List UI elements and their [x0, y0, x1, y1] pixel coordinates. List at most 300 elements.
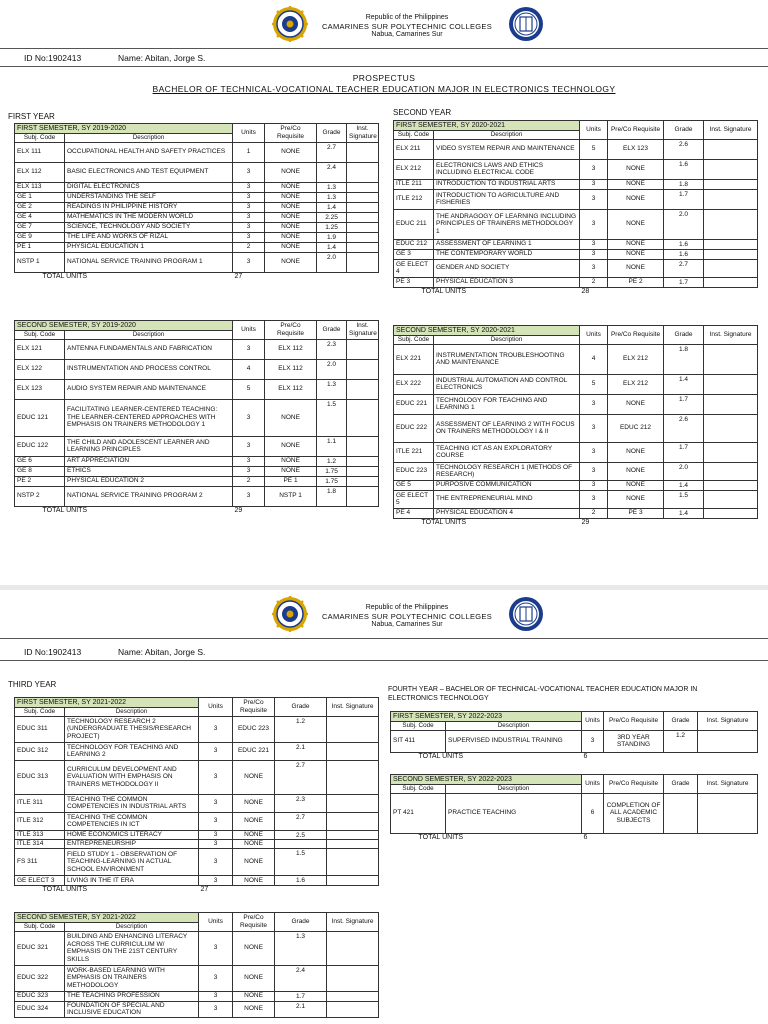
empty-cell — [317, 506, 347, 514]
prerequisite-header: Pre/Co Requisite — [604, 712, 664, 731]
republic-text: Republic of the Philippines — [365, 14, 449, 21]
semester-header-row — [394, 121, 758, 131]
course-description: ASSESSMENT OF LEARNING 2 WITH FOCUS ON TRAINERS METHODOLOGY I & II — [434, 414, 580, 442]
course-description: NATIONAL SERVICE TRAINING PROGRAM 2 — [65, 486, 233, 506]
course-units: 6 — [582, 793, 604, 833]
subject-code: ITLE 221 — [394, 442, 434, 462]
course-description: PHYSICAL EDUCATION 2 — [65, 476, 233, 486]
empty-cell — [664, 518, 704, 526]
instructor-signature — [347, 486, 379, 506]
course-description: CURRICULUM DEVELOPMENT AND EVALUATION WITH EMPHASIS ON TRAINERS METHODOLOGY II — [65, 760, 199, 794]
instructor-signature — [704, 209, 758, 239]
course-units: 3 — [199, 742, 233, 760]
empty-cell — [347, 272, 379, 280]
prospectus-page-2 — [0, 590, 768, 1024]
course-description: ENTREPRENEURSHIP — [65, 840, 199, 849]
subject-code: GE 9 — [15, 232, 65, 242]
empty-cell — [664, 287, 704, 295]
subject-code: NSTP 2 — [15, 486, 65, 506]
course-description: INSTRUMENTATION AND PROCESS CONTROL — [65, 359, 233, 379]
subject-code: ITLE 212 — [394, 189, 434, 209]
semester-header-row — [391, 775, 758, 785]
course-grade: 2.7 — [275, 760, 327, 794]
course-row — [394, 209, 758, 239]
course-row — [15, 232, 379, 242]
prerequisite-header: Pre/Co Requisite — [233, 698, 275, 717]
student-name: Name: Abitan, Jorge S. — [118, 647, 206, 657]
second-year-second-semester-table — [393, 325, 758, 526]
instructor-signature — [327, 931, 379, 965]
instructor-signature — [347, 436, 379, 456]
course-row — [15, 466, 379, 476]
course-prerequisite: NSTP 1 — [265, 486, 317, 506]
course-prerequisite: NONE — [608, 462, 664, 480]
third-year-label: THIRD YEAR — [8, 680, 57, 689]
subject-code: FS 311 — [15, 849, 65, 876]
course-units: 3 — [233, 252, 265, 272]
units-header: Units — [580, 121, 608, 140]
course-grade: 2.4 — [317, 162, 347, 182]
course-units: 3 — [580, 249, 608, 259]
empty-cell — [704, 518, 758, 526]
course-grade: 2.7 — [275, 812, 327, 830]
course-grade: 1.4 — [664, 480, 704, 490]
course-grade: 1.25 — [317, 222, 347, 232]
course-row — [15, 794, 379, 812]
course-row — [394, 480, 758, 490]
course-units: 3 — [199, 760, 233, 794]
instructor-signature — [347, 466, 379, 476]
subject-code: PE 1 — [15, 242, 65, 252]
course-units: 3 — [199, 931, 233, 965]
course-description: INTRODUCTION TO INDUSTRIAL ARTS — [434, 179, 580, 189]
instructor-signature — [347, 192, 379, 202]
course-row — [394, 259, 758, 277]
instructor-signature — [347, 232, 379, 242]
empty-cell — [664, 833, 698, 841]
course-units: 4 — [233, 359, 265, 379]
total-units-label: TOTAL UNITS — [421, 518, 467, 526]
course-units: 3 — [580, 414, 608, 442]
course-row — [391, 730, 758, 752]
signature-header: Inst. Signature — [698, 775, 758, 794]
course-grade: 1.1 — [317, 436, 347, 456]
signature-header: Inst. Signature — [698, 712, 758, 731]
grade-header: Grade — [664, 775, 698, 794]
subject-code: ELX 221 — [394, 344, 434, 374]
course-units: 3 — [199, 965, 233, 991]
course-description: OCCUPATIONAL HEALTH AND SAFETY PRACTICES — [65, 142, 233, 162]
fourth-year-second-semester-table — [390, 774, 758, 841]
course-row — [394, 442, 758, 462]
instructor-signature — [704, 394, 758, 414]
instructor-signature — [704, 239, 758, 249]
course-grade: 1.5 — [275, 849, 327, 876]
course-grade: 1.4 — [317, 202, 347, 212]
total-units-label: TOTAL UNITS — [421, 287, 467, 295]
cspc-gear-seal-icon — [272, 596, 308, 632]
description-header: Description — [446, 722, 582, 731]
course-grade — [275, 840, 327, 849]
description-header: Description — [65, 923, 199, 932]
course-grade: 1.75 — [317, 466, 347, 476]
total-units-value: 27 — [234, 272, 243, 280]
instructor-signature — [704, 490, 758, 508]
units-header: Units — [582, 712, 604, 731]
course-prerequisite: ELX 112 — [265, 379, 317, 399]
semester-header-row — [15, 124, 379, 134]
subject-code-header: Subj. Code — [15, 708, 65, 717]
course-prerequisite: NONE — [265, 212, 317, 222]
course-description: THE TEACHING PROFESSION — [65, 991, 199, 1001]
instructor-signature — [347, 222, 379, 232]
semester-header-row — [391, 712, 758, 722]
course-units: 3 — [580, 462, 608, 480]
instructor-signature — [327, 742, 379, 760]
divider — [0, 660, 768, 661]
course-prerequisite: ELX 123 — [608, 139, 664, 159]
course-units: 3 — [580, 442, 608, 462]
course-grade: 2.25 — [317, 212, 347, 222]
course-units: 3 — [580, 209, 608, 239]
instructor-signature — [704, 508, 758, 518]
course-row — [394, 249, 758, 259]
subject-code: GE ELECT 3 — [15, 876, 65, 886]
instructor-signature — [347, 142, 379, 162]
course-description: ASSESSMENT OF LEARNING 1 — [434, 239, 580, 249]
units-header: Units — [582, 775, 604, 794]
course-prerequisite: NONE — [265, 202, 317, 212]
total-units-value: 27 — [200, 886, 209, 894]
course-description: THE ANDRAGOGY OF LEARNING INCLUDING PRINCIPLES OF TRAINERS METHODOLOGY 1 — [434, 209, 580, 239]
instructor-signature — [704, 374, 758, 394]
subject-code: EDUC 122 — [15, 436, 65, 456]
course-prerequisite: NONE — [233, 830, 275, 840]
course-prerequisite: NONE — [265, 252, 317, 272]
subject-code: ITLE 211 — [394, 179, 434, 189]
instructor-signature — [327, 1001, 379, 1017]
subject-code-header: Subj. Code — [15, 331, 65, 340]
subject-code: PT 421 — [391, 793, 446, 833]
subject-code: ELX 122 — [15, 359, 65, 379]
course-row — [15, 456, 379, 466]
course-grade: 2.7 — [664, 259, 704, 277]
description-header: Description — [446, 785, 582, 794]
course-prerequisite: NONE — [608, 249, 664, 259]
instructor-signature — [704, 159, 758, 179]
course-grade: 2.3 — [275, 794, 327, 812]
course-grade: 1.4 — [664, 374, 704, 394]
divider — [0, 638, 768, 639]
course-grade: 2.0 — [317, 252, 347, 272]
course-grade: 2.4 — [275, 965, 327, 991]
semester-title: SECOND SEMESTER, SY 2020-2021 — [394, 326, 580, 336]
instructor-signature — [704, 249, 758, 259]
course-units: 2 — [580, 508, 608, 518]
course-units: 3 — [233, 232, 265, 242]
subject-code: EDUC 321 — [15, 931, 65, 965]
subject-code: EDUC 323 — [15, 991, 65, 1001]
course-grade: 1.3 — [317, 182, 347, 192]
course-prerequisite: PE 2 — [608, 277, 664, 287]
units-header: Units — [580, 326, 608, 345]
course-units: 3 — [580, 394, 608, 414]
signature-header: Inst. Signature — [347, 321, 379, 340]
course-description: READINGS IN PHILIPPINE HISTORY — [65, 202, 233, 212]
grade-header: Grade — [317, 321, 347, 340]
course-prerequisite: NONE — [608, 159, 664, 179]
grade-header: Grade — [664, 121, 704, 140]
semester-title: FIRST SEMESTER, SY 2019-2020 — [15, 124, 233, 134]
letterhead — [0, 4, 768, 46]
letterhead — [0, 594, 768, 636]
subject-code: GE ELECT 5 — [394, 490, 434, 508]
total-units-value: 29 — [581, 518, 590, 526]
instructor-signature — [704, 259, 758, 277]
course-row — [15, 760, 379, 794]
instructor-signature — [347, 476, 379, 486]
subject-code: GE ELECT 4 — [394, 259, 434, 277]
instructor-signature — [327, 794, 379, 812]
instructor-signature — [704, 344, 758, 374]
course-prerequisite: NONE — [233, 965, 275, 991]
subject-code: ELX 113 — [15, 182, 65, 192]
course-description: ETHICS — [65, 466, 233, 476]
course-units: 3 — [233, 162, 265, 182]
subject-code: GE 3 — [394, 249, 434, 259]
course-units: 1 — [233, 142, 265, 162]
divider — [0, 66, 768, 67]
subject-code: EDUC 211 — [394, 209, 434, 239]
course-grade: 1.5 — [664, 490, 704, 508]
subject-code: EDUC 312 — [15, 742, 65, 760]
course-description: SUPERVISED INDUSTRIAL TRAINING — [446, 730, 582, 752]
total-units-label: TOTAL UNITS — [42, 272, 88, 280]
course-prerequisite: 3RD YEAR STANDING — [604, 730, 664, 752]
empty-cell — [698, 752, 758, 760]
course-grade: 1.2 — [275, 716, 327, 742]
course-description: FACILITATING LEARNER-CENTERED TEACHING: THE LEARNER-CENTERED APPROACHES WITH EMPHASIS ON TRAINERS METHODOLOGY 1 — [65, 399, 233, 436]
course-grade: 1.8 — [317, 486, 347, 506]
total-units-label: TOTAL UNITS — [418, 833, 464, 841]
course-prerequisite: NONE — [265, 192, 317, 202]
empty-cell — [327, 886, 379, 894]
total-units-row — [391, 752, 758, 760]
course-grade: 1.7 — [664, 394, 704, 414]
subject-code: NSTP 1 — [15, 252, 65, 272]
course-units: 3 — [199, 849, 233, 876]
course-prerequisite: PE 1 — [265, 476, 317, 486]
student-name: Name: Abitan, Jorge S. — [118, 53, 206, 63]
subject-code-header: Subj. Code — [15, 134, 65, 143]
course-units: 3 — [233, 339, 265, 359]
course-units: 3 — [199, 794, 233, 812]
instructor-signature — [704, 462, 758, 480]
course-prerequisite: NONE — [265, 242, 317, 252]
subject-code: ELX 222 — [394, 374, 434, 394]
course-description: INSTRUMENTATION TROUBLESHOOTING AND MAINTENANCE — [434, 344, 580, 374]
course-grade: 1.7 — [664, 277, 704, 287]
course-units: 3 — [580, 490, 608, 508]
instructor-signature — [704, 179, 758, 189]
student-id: ID No:1902413 — [24, 647, 82, 657]
instructor-signature — [327, 840, 379, 849]
course-prerequisite: ELX 212 — [608, 344, 664, 374]
course-description: TECHNOLOGY RESEARCH 1 (METHODS OF RESEARCH) — [434, 462, 580, 480]
course-units: 5 — [233, 379, 265, 399]
signature-header: Inst. Signature — [327, 913, 379, 932]
semester-title: SECOND SEMESTER, SY 2019-2020 — [15, 321, 233, 331]
signature-header: Inst. Signature — [704, 121, 758, 140]
course-row — [394, 490, 758, 508]
subject-code: GE 8 — [15, 466, 65, 476]
course-row — [15, 399, 379, 436]
course-prerequisite: NONE — [608, 490, 664, 508]
course-grade: 1.7 — [664, 442, 704, 462]
course-grade: 1.6 — [664, 249, 704, 259]
course-prerequisite: PE 3 — [608, 508, 664, 518]
course-grade: 1.3 — [317, 192, 347, 202]
course-units: 3 — [233, 222, 265, 232]
subject-code-header: Subj. Code — [391, 722, 446, 731]
course-description: TEACHING ICT AS AN EXPLORATORY COURSE — [434, 442, 580, 462]
prerequisite-header: Pre/Co Requisite — [265, 321, 317, 340]
course-units: 5 — [580, 374, 608, 394]
subject-code-header: Subj. Code — [391, 785, 446, 794]
instructor-signature — [327, 812, 379, 830]
instructor-signature — [704, 277, 758, 287]
course-row — [15, 202, 379, 212]
course-row — [394, 277, 758, 287]
instructor-signature — [347, 252, 379, 272]
course-description: PRACTICE TEACHING — [446, 793, 582, 833]
course-units: 3 — [199, 876, 233, 886]
subject-code: ITLE 314 — [15, 840, 65, 849]
course-row — [15, 849, 379, 876]
course-row — [15, 931, 379, 965]
course-prerequisite: NONE — [265, 162, 317, 182]
units-header: Units — [233, 321, 265, 340]
description-header: Description — [65, 708, 199, 717]
total-units-value: 29 — [234, 506, 243, 514]
total-units-row — [391, 833, 758, 841]
course-units: 3 — [580, 189, 608, 209]
total-units-row — [394, 287, 758, 295]
course-description: FIELD STUDY 1 - OBSERVATION OF TEACHING-LEARNING IN ACTUAL SCHOOL ENVIRONMENT — [65, 849, 199, 876]
course-description: BUILDING AND ENHANCING LITERACY ACROSS THE CURRICULUM W/ EMPHASIS ON THE 21ST CENTURY SKILLS — [65, 931, 199, 965]
course-grade: 1.6 — [664, 159, 704, 179]
total-units-row — [15, 886, 379, 894]
description-header: Description — [434, 131, 580, 140]
course-prerequisite: NONE — [233, 931, 275, 965]
units-header: Units — [199, 698, 233, 717]
course-prerequisite: NONE — [608, 189, 664, 209]
course-row — [394, 344, 758, 374]
subject-code: GE 4 — [15, 212, 65, 222]
cspc-gear-seal-icon — [272, 6, 308, 42]
course-row — [394, 239, 758, 249]
instructor-signature — [347, 242, 379, 252]
course-prerequisite: NONE — [233, 794, 275, 812]
course-units: 2 — [233, 476, 265, 486]
subject-code: GE 7 — [15, 222, 65, 232]
grade-header: Grade — [275, 913, 327, 932]
subject-code: PE 2 — [15, 476, 65, 486]
course-units: 3 — [580, 480, 608, 490]
instructor-signature — [327, 760, 379, 794]
units-header: Units — [199, 913, 233, 932]
course-grade: 2.3 — [317, 339, 347, 359]
empty-cell — [664, 752, 698, 760]
course-grade: 1.8 — [664, 344, 704, 374]
course-grade: 1.4 — [664, 508, 704, 518]
course-grade: 2.0 — [317, 359, 347, 379]
prerequisite-header: Pre/Co Requisite — [608, 121, 664, 140]
course-prerequisite: NONE — [233, 760, 275, 794]
prospectus-title: PROSPECTUS — [352, 73, 416, 83]
course-row — [15, 812, 379, 830]
college-seal-icon — [508, 596, 544, 632]
course-description: HOME ECONOMICS LITERACY — [65, 830, 199, 840]
course-row — [15, 142, 379, 162]
course-units: 3 — [233, 466, 265, 476]
course-description: FOUNDATION OF SPECIAL AND INCLUSIVE EDUCATION — [65, 1001, 199, 1017]
course-row — [15, 192, 379, 202]
course-prerequisite: NONE — [233, 991, 275, 1001]
course-description: TEACHING THE COMMON COMPETENCIES IN INDUSTRIAL ARTS — [65, 794, 199, 812]
course-grade — [664, 793, 698, 833]
course-prerequisite: NONE — [608, 209, 664, 239]
course-row — [15, 339, 379, 359]
course-grade: 1.6 — [275, 876, 327, 886]
subject-code: EDUC 313 — [15, 760, 65, 794]
subject-code: ELX 212 — [394, 159, 434, 179]
subject-code-header: Subj. Code — [394, 131, 434, 140]
course-prerequisite: ELX 212 — [608, 374, 664, 394]
instructor-signature — [347, 456, 379, 466]
course-units: 3 — [580, 179, 608, 189]
course-description: PURPOSIVE COMMUNICATION — [434, 480, 580, 490]
instructor-signature — [698, 730, 758, 752]
subject-code: EDUC 311 — [15, 716, 65, 742]
college-seal-icon — [508, 6, 544, 42]
course-units: 3 — [580, 159, 608, 179]
total-units-value: 6 — [583, 833, 588, 841]
instructor-signature — [347, 359, 379, 379]
program-title: BACHELOR OF TECHNICAL-VOCATIONAL TEACHER EDUCATION MAJOR IN ELECTRONICS TECHNOLOGY — [152, 84, 616, 94]
subject-code: EDUC 221 — [394, 394, 434, 414]
instructor-signature — [327, 849, 379, 876]
total-units-value: 6 — [583, 752, 588, 760]
second-year-label: SECOND YEAR — [393, 108, 452, 117]
description-header: Description — [65, 331, 233, 340]
course-units: 4 — [580, 344, 608, 374]
course-row — [394, 374, 758, 394]
course-row — [15, 876, 379, 886]
course-row — [15, 252, 379, 272]
course-row — [394, 139, 758, 159]
course-description: TECHNOLOGY RESEARCH 2 (UNDERGRADUATE THESIS/RESEARCH PROJECT) — [65, 716, 199, 742]
subject-code: ITLE 311 — [15, 794, 65, 812]
subject-code: GE 6 — [15, 456, 65, 466]
course-row — [15, 716, 379, 742]
course-prerequisite: EDUC 221 — [233, 742, 275, 760]
fourth-year-first-semester-table — [390, 711, 758, 760]
signature-header: Inst. Signature — [327, 698, 379, 717]
semester-header-row — [394, 326, 758, 336]
course-grade: 2.0 — [664, 209, 704, 239]
subject-code: EDUC 121 — [15, 399, 65, 436]
